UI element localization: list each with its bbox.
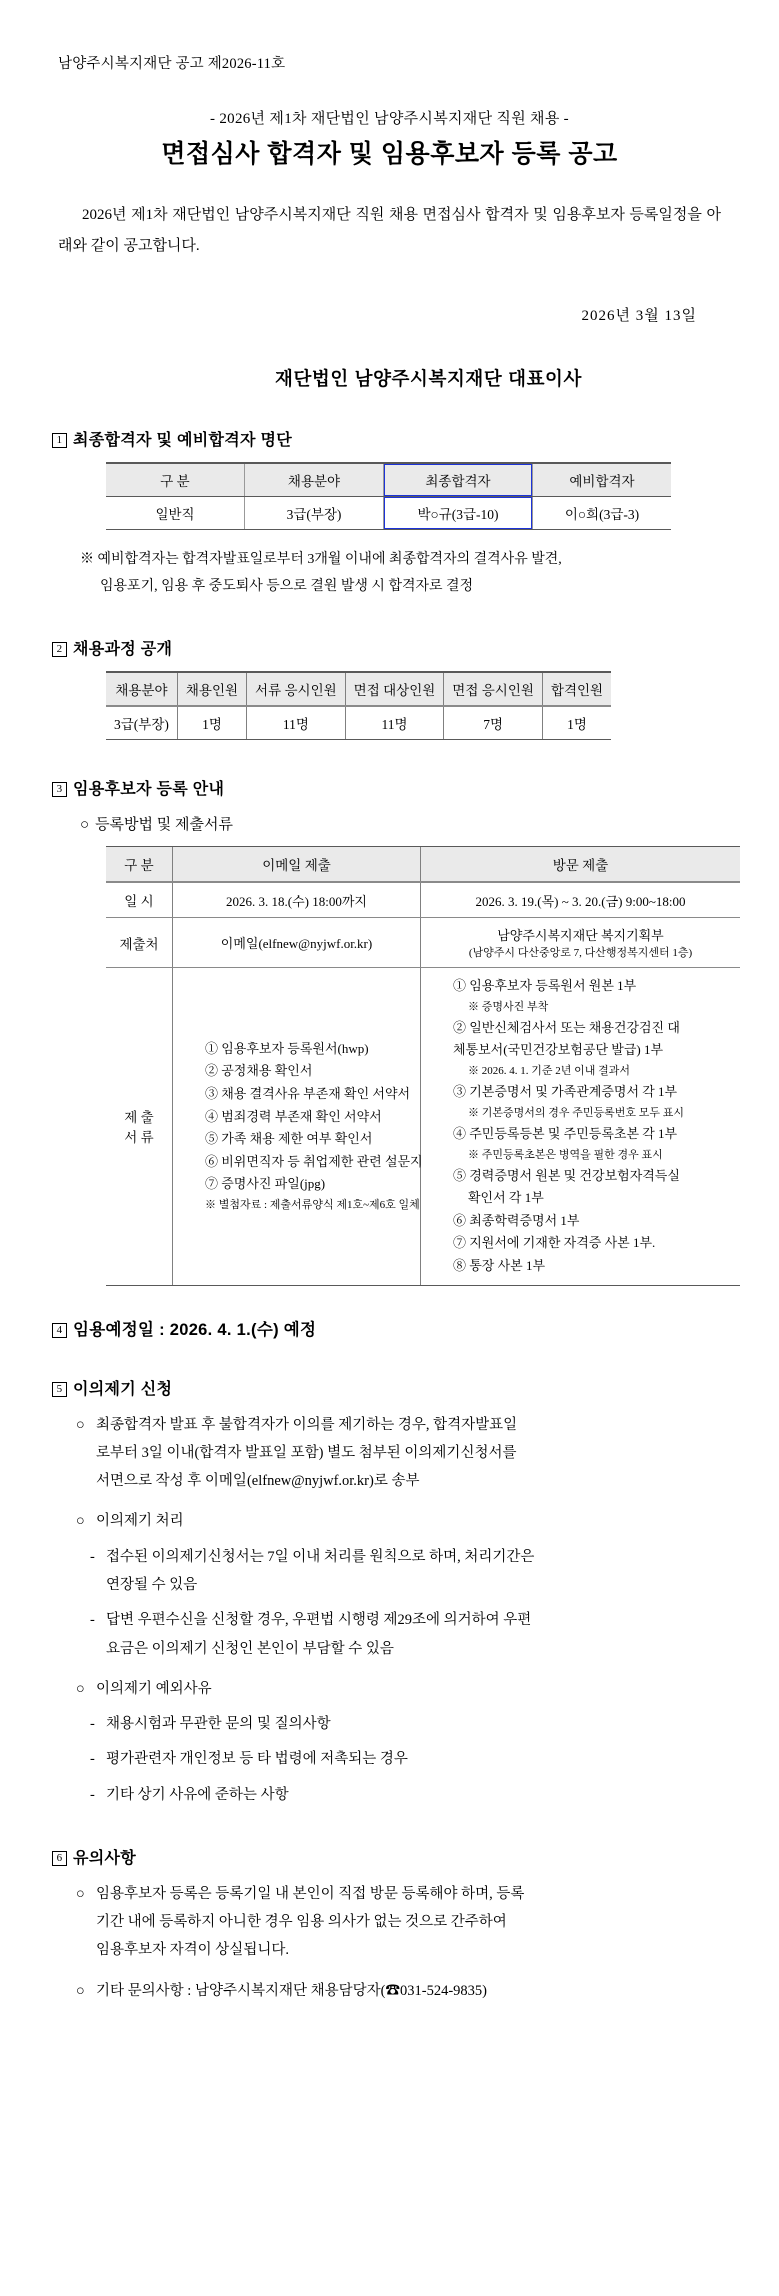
- section-heading-5: [52, 1376, 739, 1399]
- list-item: 확인서 각 1부: [468, 1190, 544, 1206]
- final-passers-table: [106, 462, 671, 530]
- sub-bullet-line: 연장될 수 있음: [106, 1577, 198, 1594]
- cell-field: 3급(부장): [106, 706, 177, 740]
- sub-bullet-item: [90, 1710, 739, 1738]
- recruitment-process-table: [106, 671, 611, 740]
- circle-bullet-icon: ○: [76, 1982, 85, 1999]
- bullet-line: 임용후보자 등록은 등록기일 내 본인이 직접 방문 등록해야 하며, 등록: [96, 1885, 525, 1902]
- list-item: 체통보서(국민건강보험공단 발급) 1부: [453, 1042, 664, 1058]
- visit-document-list: [427, 975, 734, 1278]
- list-item-note: ※ 기본증명서의 경우 주민등록번호 모두 표시: [468, 1106, 685, 1119]
- table-header-row: [106, 847, 740, 883]
- cell-passers: 1명: [542, 706, 611, 740]
- cell-email-documents: [173, 968, 421, 1286]
- cell-visit-address: [421, 918, 741, 968]
- circle-bullet-icon: ○: [76, 1885, 85, 1902]
- list-item-note: ※ 증명사진 부착: [468, 1000, 549, 1013]
- section-title-6: 유의사항: [73, 1849, 137, 1867]
- col-header-field: 채용분야: [245, 463, 384, 497]
- col-header-field: 채용분야: [106, 672, 177, 706]
- cell-interview-targets: 11명: [345, 706, 444, 740]
- col-header-visit-submission: 방문 제출: [421, 847, 741, 883]
- row-label-datetime: 일 시: [106, 882, 173, 918]
- sub-bullet-line: 기타 상기 사유에 준하는 사항: [106, 1786, 289, 1803]
- list-item: ② 공정채용 확인서: [205, 1063, 313, 1079]
- col-header-reserve-passer: 예비합격자: [533, 463, 672, 497]
- section-number-3: 3: [52, 782, 67, 797]
- section-number-5: 5: [52, 1382, 67, 1397]
- col-header-passers: 합격인원: [542, 672, 611, 706]
- section-number-6: 6: [52, 1851, 67, 1866]
- sub-bullet-line: 평가관련자 개인정보 등 타 법령에 저촉되는 경우: [106, 1751, 408, 1768]
- table-row: [106, 706, 611, 740]
- circle-bullet-icon: ○: [76, 1416, 85, 1433]
- col-header-final-passer: 최종합격자: [384, 463, 533, 497]
- note-mark: ※: [80, 551, 94, 567]
- cell-interview-applicants: 7명: [444, 706, 543, 740]
- list-item: ⑥ 비위면직자 등 취업제한 관련 설문지: [205, 1153, 423, 1169]
- section-number-1: 1: [52, 433, 67, 448]
- cell-reserve-passer: 이○희(3급-3): [533, 496, 672, 529]
- note-line-2: 임용포기, 임용 후 중도퇴사 등으로 결원 발생 시 합격자로 결정: [100, 578, 474, 594]
- list-item: ③ 채용 결격사유 부존재 확인 서약서: [205, 1085, 411, 1101]
- list-item: ⑤ 가족 채용 제한 여부 확인서: [205, 1131, 373, 1147]
- cell-visit-datetime: 2026. 3. 19.(목) ~ 3. 20.(금) 9:00~18:00: [421, 882, 741, 918]
- list-item-note: ※ 2026. 4. 1. 기준 2년 이내 결과서: [468, 1065, 631, 1078]
- cell-hiring-count: 1명: [177, 706, 246, 740]
- visit-address-main: 남양주시복지재단 복지기획부: [497, 928, 664, 944]
- circle-bullet-icon: ○: [76, 1513, 85, 1530]
- section-title-2: 채용과정 공개: [73, 641, 173, 659]
- cell-email-datetime: 2026. 3. 18.(수) 18:00까지: [173, 882, 421, 918]
- list-item: ② 일반신체검사서 또는 채용건강검진 대: [453, 1019, 680, 1035]
- bullet-label: 등록방법 및 제출서류: [95, 817, 233, 834]
- sub-bullet-line: 답변 우편수신을 신청할 경우, 우편법 시행령 제29조에 의거하여 우편: [106, 1612, 532, 1629]
- sub-bullet-line: 접수된 이의제기신청서는 7일 이내 처리를 원칙으로 하며, 처리기간은: [106, 1548, 535, 1565]
- section-title-3: 임용후보자 등록 안내: [73, 781, 225, 799]
- dash-bullet-icon: -: [90, 1751, 95, 1768]
- sub-bullet-item: [90, 1543, 739, 1600]
- registration-table: [106, 846, 740, 1286]
- dash-bullet-icon: -: [90, 1786, 95, 1803]
- bullet-item: [76, 1507, 739, 1535]
- reserve-passer-note: [80, 546, 739, 601]
- sub-bullet-line: 요금은 이의제기 신청인 본인이 부담할 수 있음: [106, 1640, 394, 1657]
- list-item: ⑥ 최종학력증명서 1부: [453, 1212, 580, 1228]
- sub-bullet-item: [90, 1745, 739, 1773]
- notice-section-body: [40, 1880, 739, 2005]
- sub-bullet-item: [90, 1781, 739, 1809]
- bullet-line: 최종합격자 발표 후 불합격자가 이의를 제기하는 경우, 합격자발표일: [96, 1416, 518, 1433]
- cell-category: 일반직: [106, 496, 245, 529]
- section-heading-2: [52, 636, 739, 659]
- list-item: ① 임용후보자 등록원서 원본 1부: [453, 978, 637, 994]
- cell-email-address: 이메일(elfnew@nyjwf.or.kr): [173, 918, 421, 968]
- document-subtitle: - 2026년 제1차 재단법인 남양주시복지재단 직원 채용 -: [210, 111, 569, 127]
- bullet-line: 서면으로 작성 후 이메일(elfnew@nyjwf.or.kr)로 송부: [96, 1473, 420, 1490]
- section-heading-1: [52, 427, 739, 450]
- list-item: ① 임용후보자 등록원서(hwp): [205, 1040, 369, 1056]
- circle-bullet-icon: ○: [80, 817, 90, 834]
- table-header-row: [106, 672, 611, 706]
- row-label-location: 제출처: [106, 918, 173, 968]
- email-document-list: [179, 1038, 423, 1215]
- issue-date: 2026년 3월 13일: [581, 307, 697, 324]
- col-header-category: 구 분: [106, 463, 245, 497]
- intro-paragraph: 2026년 제1차 재단법인 남양주시복지재단 직원 채용 면접심사 합격자 및 임용후보자 등록일정을 아래와 같이 공고합니다.: [58, 207, 721, 254]
- col-header-interview-applicants: 면접 응시인원: [444, 672, 543, 706]
- list-item-note: ※ 별첨자료 : 제출서류양식 제1호~제6호 일체: [205, 1198, 420, 1211]
- dash-bullet-icon: -: [90, 1716, 95, 1733]
- col-header-interview-targets: 면접 대상인원: [345, 672, 444, 706]
- row-label-documents: [106, 968, 173, 1286]
- bullet-line: 로부터 3일 이내(합격자 발표일 포함) 별도 첨부된 이의제기신청서를: [96, 1444, 517, 1461]
- list-item-note: ※ 주민등록초본은 병역을 필한 경우 표시: [468, 1148, 663, 1161]
- list-item: ⑦ 지원서에 기재한 자격증 사본 1부.: [453, 1235, 656, 1251]
- col-header-email-submission: 이메일 제출: [173, 847, 421, 883]
- section-title-5: 이의제기 신청: [73, 1380, 173, 1398]
- table-row-location: [106, 918, 740, 968]
- objection-section-body: [40, 1411, 739, 1809]
- section-heading-4: [52, 1316, 739, 1340]
- list-item: ④ 주민등록등본 및 주민등록초본 각 1부: [453, 1125, 678, 1141]
- docs-label-line-2: 서 류: [124, 1130, 154, 1146]
- table-row-datetime: [106, 882, 740, 918]
- section-heading-3: [52, 776, 739, 799]
- sub-bullet-item: [90, 1606, 739, 1663]
- list-item: ③ 기본증명서 및 가족관계증명서 각 1부: [453, 1084, 678, 1100]
- cell-final-passer: 박○규(3급-10): [384, 496, 533, 529]
- section-number-4: 4: [52, 1323, 67, 1338]
- section-heading-6: [52, 1845, 739, 1868]
- bullet-line: 이의제기 예외사유: [96, 1680, 212, 1697]
- bullet-line: 이의제기 처리: [96, 1513, 184, 1530]
- document-number: 남양주시복지재단 공고 제2026-11호: [58, 56, 286, 72]
- list-item: ⑤ 경력증명서 원본 및 건강보험자격득실: [453, 1167, 680, 1183]
- note-line-1: 예비합격자는 합격자발표일로부터 3개월 이내에 최종합격자의 결격사유 발견,: [97, 551, 562, 567]
- docs-label-line-1: 제 출: [124, 1110, 154, 1126]
- col-header-category: 구 분: [106, 847, 173, 883]
- registration-method-bullet: [80, 813, 739, 834]
- table-row: [106, 496, 671, 529]
- dash-bullet-icon: -: [90, 1612, 95, 1629]
- bullet-line: 임용후보자 자격이 상실됩니다.: [96, 1942, 289, 1959]
- bullet-item: [76, 1411, 739, 1496]
- signatory: 재단법인 남양주시복지재단 대표이사: [274, 367, 583, 389]
- section-number-2: 2: [52, 642, 67, 657]
- bullet-line: 기타 문의사항 : 남양주시복지재단 채용담당자(☎031-524-9835): [96, 1982, 487, 1999]
- list-item: ④ 범죄경력 부존재 확인 서약서: [205, 1108, 382, 1124]
- cell-visit-documents: [421, 968, 741, 1286]
- dash-bullet-icon: -: [90, 1548, 95, 1565]
- col-header-hiring-count: 채용인원: [177, 672, 246, 706]
- sub-bullet-line: 채용시험과 무관한 문의 및 질의사항: [106, 1716, 331, 1733]
- cell-field: 3급(부장): [245, 496, 384, 529]
- cell-document-applicants: 11명: [247, 706, 346, 740]
- section-title-1: 최종합격자 및 예비합격자 명단: [73, 431, 293, 449]
- bullet-line: 기간 내에 등록하지 아니한 경우 임용 의사가 없는 것으로 간주하여: [96, 1914, 507, 1931]
- bullet-item: [76, 1880, 739, 1965]
- circle-bullet-icon: ○: [76, 1680, 85, 1697]
- section-title-4: 임용예정일 : 2026. 4. 1.(수) 예정: [73, 1320, 317, 1339]
- page-title: 면접심사 합격자 및 임용후보자 등록 공고: [161, 140, 618, 168]
- bullet-item: [76, 1977, 739, 2005]
- list-item: ⑧ 통장 사본 1부: [453, 1258, 546, 1274]
- table-header-row: [106, 463, 671, 497]
- list-item: ⑦ 증명사진 파일(jpg): [205, 1176, 326, 1192]
- table-row-documents: [106, 968, 740, 1286]
- visit-address-sub: (남양주시 다산중앙로 7, 다산행정복지센터 1층): [468, 947, 693, 960]
- col-header-document-applicants: 서류 응시인원: [247, 672, 346, 706]
- bullet-item: [76, 1675, 739, 1703]
